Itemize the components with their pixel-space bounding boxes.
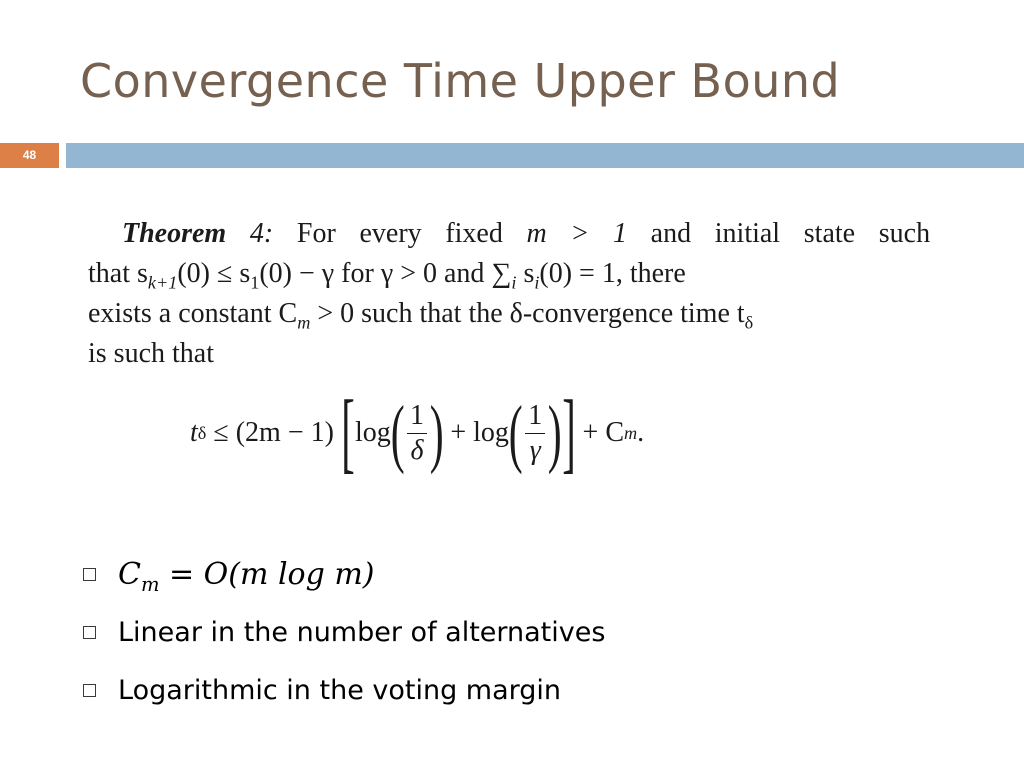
theorem-word: initial	[714, 218, 781, 249]
fraction-denominator: δ	[410, 434, 424, 466]
bullet-item	[80, 603, 605, 661]
left-bracket: [	[341, 383, 355, 482]
theorem-text: (0) − γ for γ > 0 and ∑	[259, 258, 512, 289]
theorem-word: and	[650, 218, 692, 249]
theorem-math: m > 1	[526, 218, 627, 249]
theorem-word: every	[359, 218, 422, 249]
theorem-text: exists a constant C	[88, 298, 298, 329]
theorem-word: fixed	[445, 218, 503, 249]
left-paren: (	[390, 391, 405, 475]
theorem-word: For	[296, 218, 336, 249]
theorem-text: (0) = 1, there	[539, 258, 686, 289]
theorem-word: such	[878, 218, 931, 249]
bullet-list	[80, 545, 605, 719]
plus-log: + log	[443, 417, 509, 448]
equation-relation: ≤ (2m − 1)	[206, 417, 341, 448]
left-paren: (	[508, 391, 523, 475]
theorem-subscript: i	[534, 272, 540, 293]
theorem-equation: t δ ≤ (2m − 1) [ log ( $\frac{1}{\delta}$ ) + log ( $\frac{1}{\gamma}$ ) ] + C m .	[190, 383, 645, 482]
bullet-subscript: m	[140, 572, 160, 596]
theorem-text: (0) ≤ s	[177, 258, 251, 289]
theorem-number: 4:	[249, 218, 274, 249]
right-paren: )	[547, 391, 562, 475]
theorem-subscript: i	[511, 272, 517, 293]
slide-title: Convergence Time Upper Bound	[80, 54, 841, 108]
bullet-item	[80, 661, 605, 719]
theorem-line-1	[88, 214, 930, 254]
theorem-subscript: δ	[744, 312, 754, 333]
equation-lhs: t	[190, 417, 198, 448]
theorem-text: s	[516, 258, 535, 289]
fraction-1-over-delta	[407, 399, 427, 468]
bullet-text: Linear in the number of alternatives	[118, 616, 606, 648]
slide-number-badge: 48	[0, 143, 59, 168]
bullet-item	[80, 545, 605, 603]
bullet-box-icon	[83, 626, 96, 639]
equation-tail: + C	[575, 417, 624, 448]
log-operator: log	[354, 417, 391, 448]
theorem-subscript: m	[297, 312, 311, 333]
theorem-block	[88, 214, 930, 374]
fraction-denominator: γ	[529, 434, 541, 466]
theorem-subscript: k+1	[147, 272, 178, 293]
theorem-text: > 0 such that the δ-convergence time t	[310, 298, 745, 329]
theorem-line-3	[88, 294, 930, 334]
theorem-line-4: is such that	[88, 338, 214, 369]
theorem-word: state	[803, 218, 856, 249]
bullet-box-icon	[83, 568, 96, 581]
theorem-subscript: 1	[250, 272, 260, 293]
right-bracket: ]	[561, 383, 576, 482]
theorem-line-2	[88, 254, 930, 294]
bullet-box-icon	[83, 684, 96, 697]
fraction-1-over-gamma	[525, 399, 545, 468]
bullet-text: Logarithmic in the voting margin	[118, 674, 562, 706]
fraction-numerator: 1	[525, 399, 545, 434]
theorem-label: Theorem	[122, 218, 227, 249]
bullet-math: C	[118, 556, 141, 592]
bullet-math-rest: = O(m log m)	[159, 556, 375, 592]
right-paren: )	[429, 391, 444, 475]
equation-period: .	[637, 417, 645, 448]
header-bar	[66, 143, 1024, 168]
fraction-numerator: 1	[407, 399, 427, 434]
theorem-text: that s	[88, 258, 148, 289]
